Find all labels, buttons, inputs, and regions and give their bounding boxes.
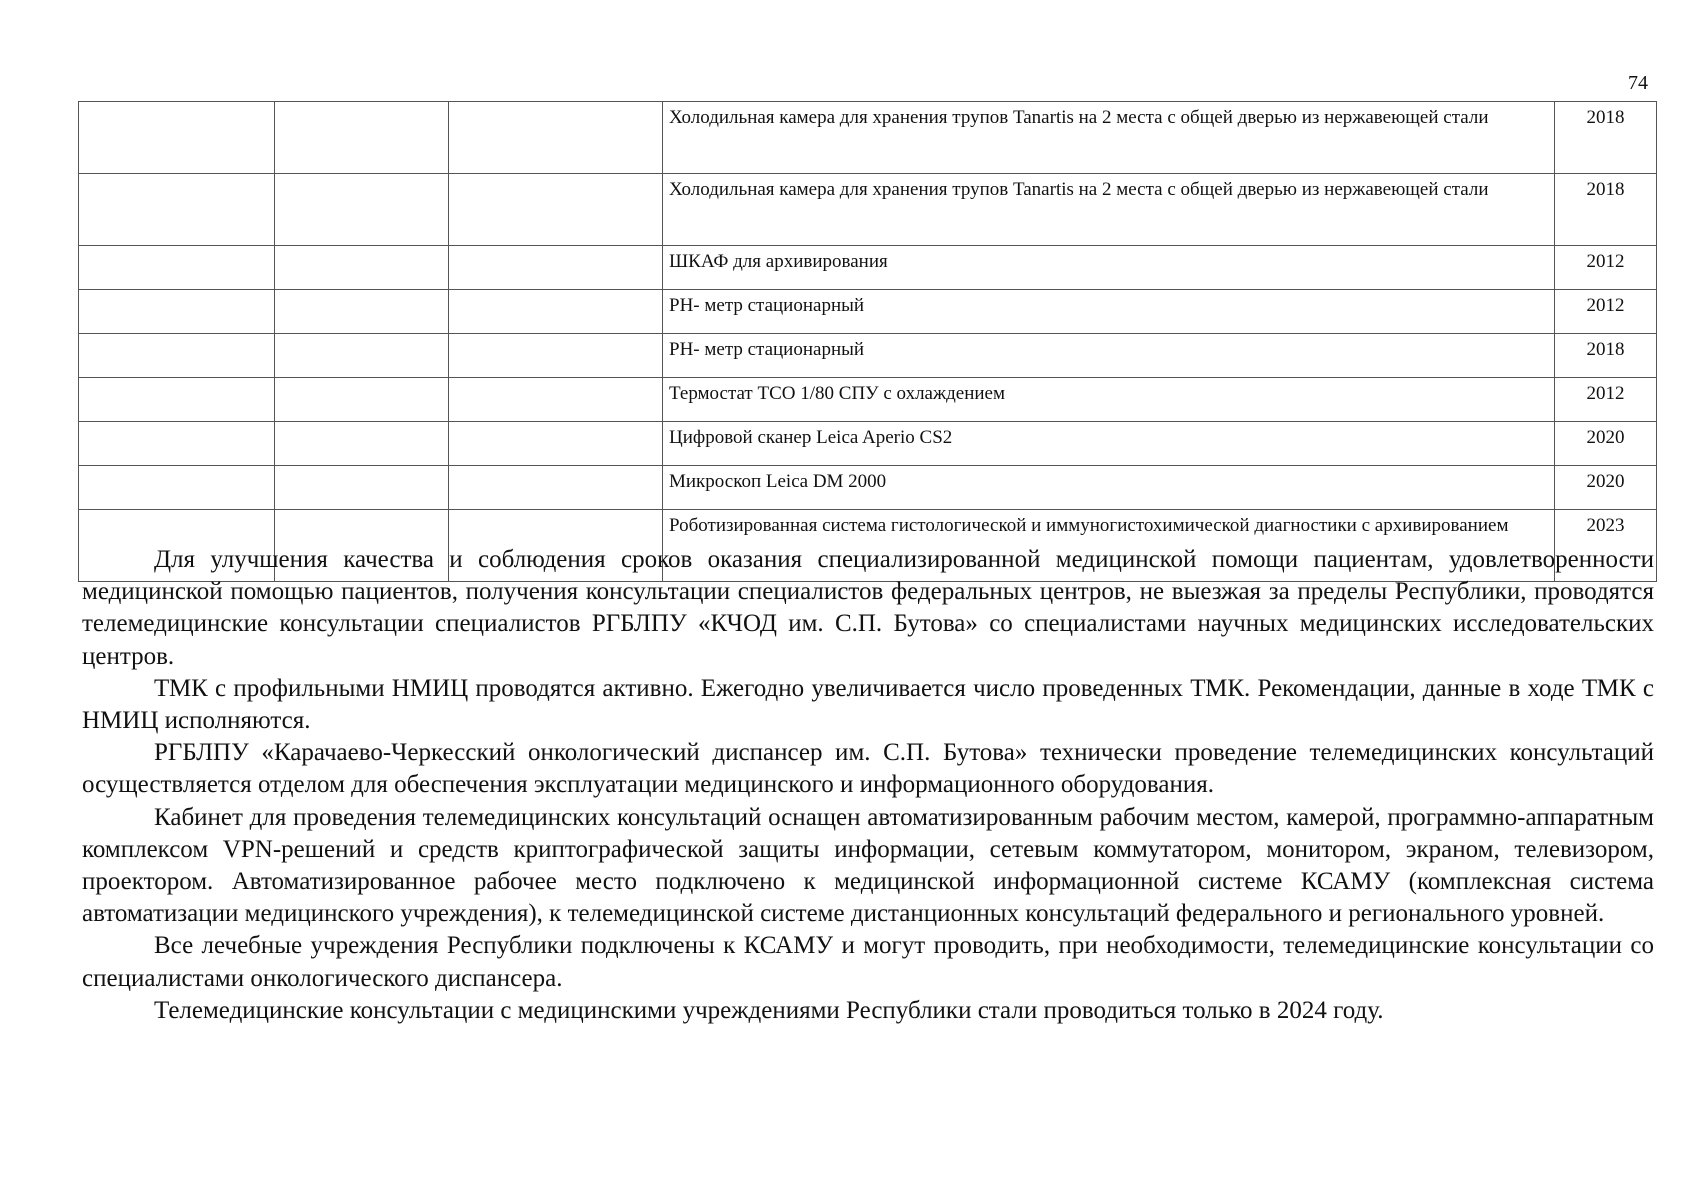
paragraph: ТМК с профильными НМИЦ проводятся активно. Ежегодно увеличивается число проведенных ТМК. Рекомендации, данные в ходе ТМК с НМИЦ исполняются.	[82, 674, 1654, 735]
empty-cell	[449, 334, 663, 378]
empty-cell	[275, 290, 449, 334]
empty-cell	[449, 102, 663, 174]
equipment-name-cell: РН- метр стационарный	[663, 334, 1555, 378]
table-row	[79, 422, 1657, 466]
equipment-year-cell: 2012	[1555, 246, 1657, 290]
equipment-name-cell: Холодильная камера для хранения трупов Tanartis на 2 места с общей дверью из нержавеющей стали	[663, 174, 1555, 246]
equipment-year-cell: 2018	[1555, 334, 1657, 378]
empty-cell	[275, 246, 449, 290]
empty-cell	[275, 334, 449, 378]
empty-cell	[275, 174, 449, 246]
body-text	[82, 544, 1654, 1027]
equipment-year-cell: 2020	[1555, 422, 1657, 466]
paragraph: Кабинет для проведения телемедицинских консультаций оснащен автоматизированным рабочим местом, камерой, программно-аппаратным комплексом VPN-решений и средств криптографической защиты информации, сетевым коммутатором, монитором, экраном, телевизором, проектором. Автоматизированное рабочее место подключено к медицинской информационной системе КСАМУ (комплексная система автоматизации медицинского учреждения), к телемедицинской системе дистанционных консультаций федерального и регионального уровней.	[82, 803, 1654, 928]
empty-cell	[79, 174, 275, 246]
empty-cell	[449, 174, 663, 246]
table-row	[79, 290, 1657, 334]
paragraph: Для улучшения качества и соблюдения сроков оказания специализированной медицинской помощи пациентам, удовлетворенности медицинской помощью пациентов, получения консультации специалистов федеральных центров, не выезжая за пределы Республики, проводятся телемедицинские консультации специалистов РГБЛПУ «КЧОД им. С.П. Бутова» со специалистами научных медицинских исследовательских центров.	[82, 546, 1654, 670]
empty-cell	[79, 246, 275, 290]
equipment-name-cell: Цифровой сканер Leica Aperio CS2	[663, 422, 1555, 466]
equipment-name-cell: ШКАФ для архивирования	[663, 246, 1555, 290]
equipment-year-cell: 2018	[1555, 102, 1657, 174]
empty-cell	[79, 422, 275, 466]
empty-cell	[79, 102, 275, 174]
equipment-year-cell: 2018	[1555, 174, 1657, 246]
equipment-year-cell: 2020	[1555, 466, 1657, 510]
paragraph: РГБЛПУ «Карачаево-Черкесский онкологический диспансер им. С.П. Бутова» технически проведение телемедицинских консультаций осуществляется отделом для обеспечения эксплуатации медицинского и информационного оборудования.	[82, 739, 1654, 799]
empty-cell	[79, 334, 275, 378]
empty-cell	[275, 378, 449, 422]
empty-cell	[79, 378, 275, 422]
equipment-name-cell: Термостат ТСО 1/80 СПУ с охлаждением	[663, 378, 1555, 422]
equipment-table	[78, 101, 1657, 582]
table-row	[79, 102, 1657, 174]
empty-cell	[449, 378, 663, 422]
empty-cell	[275, 102, 449, 174]
table-row	[79, 174, 1657, 246]
equipment-year-cell: 2012	[1555, 378, 1657, 422]
equipment-year-cell: 2023	[1555, 510, 1657, 582]
equipment-year-cell: 2012	[1555, 290, 1657, 334]
table-row	[79, 246, 1657, 290]
empty-cell	[449, 246, 663, 290]
empty-cell	[449, 290, 663, 334]
page-number: 74	[1628, 72, 1648, 94]
table-row	[79, 334, 1657, 378]
table-row	[79, 466, 1657, 510]
paragraph: Все лечебные учреждения Республики подключены к КСАМУ и могут проводить, при необходимости, телемедицинские консультации со специалистами онкологического диспансера.	[82, 932, 1654, 992]
empty-cell	[275, 422, 449, 466]
equipment-name-cell: Роботизированная система гистологической и иммуногистохимической диагностики с архивированием	[663, 510, 1555, 582]
table-row	[79, 378, 1657, 422]
equipment-name-cell: РН- метр стационарный	[663, 290, 1555, 334]
equipment-name-cell: Микроскоп Leica DM 2000	[663, 466, 1555, 510]
equipment-name-cell: Холодильная камера для хранения трупов Tanartis на 2 места с общей дверью из нержавеющей стали	[663, 102, 1555, 174]
empty-cell	[275, 466, 449, 510]
paragraph: Телемедицинские консультации с медицинскими учреждениями Республики стали проводиться только в 2024 году.	[154, 996, 1384, 1024]
empty-cell	[79, 290, 275, 334]
empty-cell	[79, 466, 275, 510]
empty-cell	[449, 466, 663, 510]
empty-cell	[449, 422, 663, 466]
